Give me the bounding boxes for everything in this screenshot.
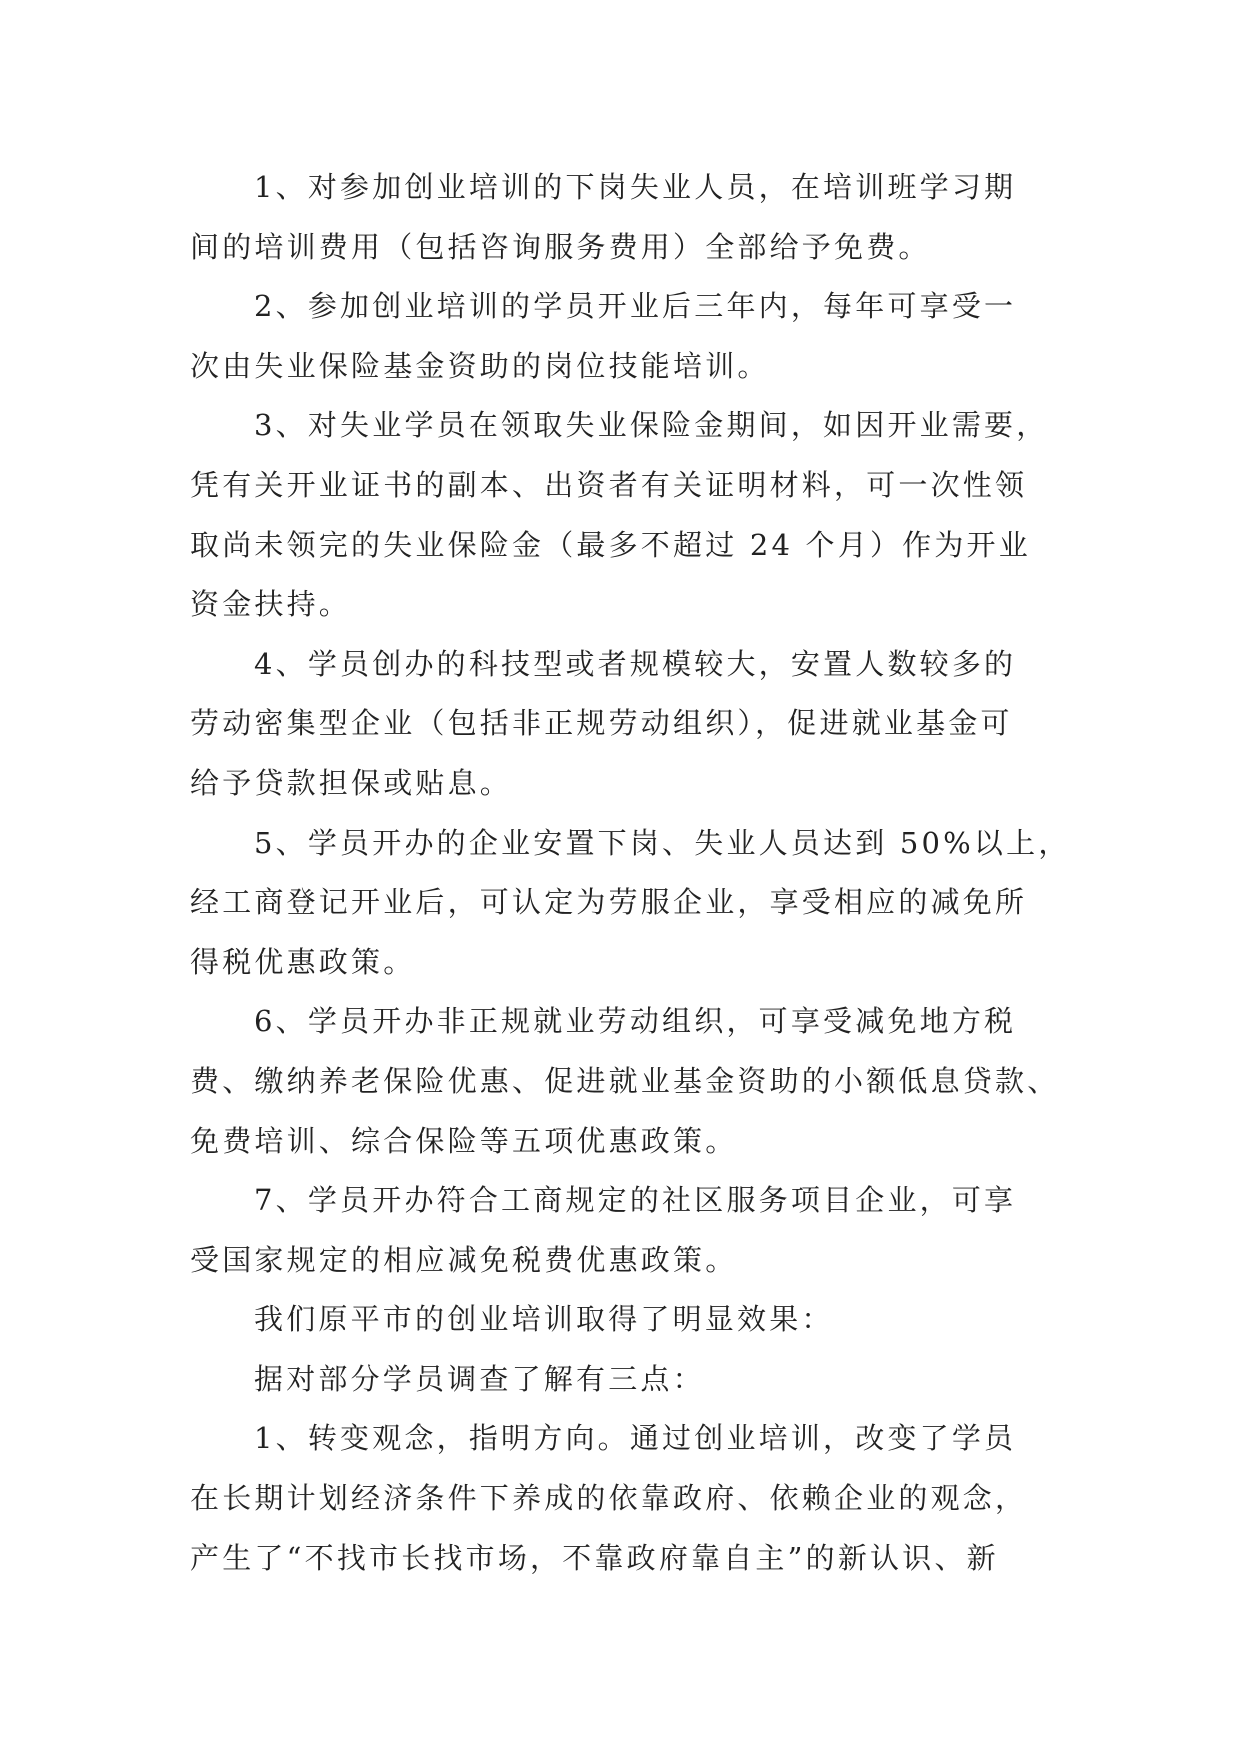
document-body [190,158,1071,1588]
text-line: 经工商登记开业后，可认定为劳服企业，享受相应的减免所 [190,885,1028,920]
text-line: 次由失业保险基金资助的岗位技能培训。 [190,348,770,383]
text-line: 免费培训、综合保险等五项优惠政策。 [190,1123,738,1158]
text-line: 7、学员开办符合工商规定的社区服务项目企业，可享 [254,1183,1017,1218]
text-line: 5、学员开办的企业安置下岗、失业人员达到 50%以上， [254,825,1071,860]
paragraph-result-1 [190,1409,1050,1588]
paragraph-policy-1 [190,158,1050,277]
text-line: 4、学员创办的科技型或者规模较大，安置人数较多的 [254,646,1017,681]
text-line: 凭有关开业证书的副本、出资者有关证明材料，可一次性领 [190,467,1028,502]
paragraph-policy-3 [190,396,1050,634]
text-line: 劳动密集型企业（包括非正规劳动组织），促进就业基金可 [190,706,1013,741]
text-line: 得税优惠政策。 [190,944,416,979]
text-line: 取尚未领完的失业保险金（最多不超过 24 个月）作为开业 [190,527,1031,562]
text-line: 产生了“不找市长找市场，不靠政府靠自主”的新认识、新 [190,1540,999,1575]
text-line: 6、学员开办非正规就业劳动组织，可享受减免地方税 [254,1004,1017,1039]
paragraph-policy-5 [190,814,1071,993]
paragraph-policy-7 [190,1171,1050,1290]
text-line: 在长期计划经济条件下养成的依靠政府、依赖企业的观念， [190,1481,1028,1516]
text-line: 我们原平市的创业培训取得了明显效果： [254,1302,834,1337]
text-line: 1、对参加创业培训的下岗失业人员，在培训班学习期 [254,170,1017,204]
paragraph-survey-intro [190,1350,1050,1410]
text-line: 给予贷款担保或贴息。 [190,765,513,800]
paragraph-policy-4 [190,635,1050,814]
text-line: 间的培训费用（包括咨询服务费用）全部给予免费。 [190,229,931,264]
text-line: 1、转变观念，指明方向。通过创业培训，改变了学员 [254,1421,1017,1456]
text-line: 3、对失业学员在领取失业保险金期间，如因开业需要， [254,408,1049,443]
text-line: 资金扶持。 [190,587,352,622]
paragraph-policy-6 [190,992,1060,1171]
text-line: 2、参加创业培训的学员开业后三年内，每年可享受一 [254,289,1017,324]
paragraph-policy-2 [190,277,1050,396]
text-line: 受国家规定的相应减免税费优惠政策。 [190,1242,738,1277]
text-line: 费、缴纳养老保险优惠、促进就业基金资助的小额低息贷款、 [190,1063,1060,1098]
paragraph-results-intro [190,1290,1050,1350]
text-line: 据对部分学员调查了解有三点： [254,1361,705,1396]
